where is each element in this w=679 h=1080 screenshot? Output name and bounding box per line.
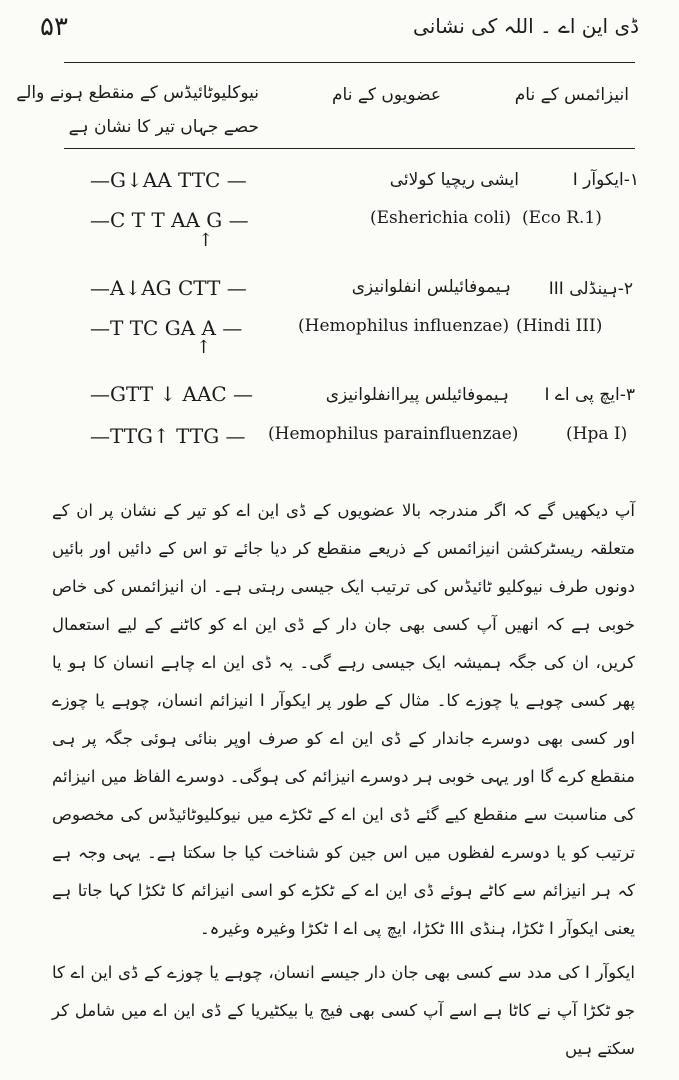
row3-seq-bottom: —TTG↑ TTG — [90, 424, 246, 448]
row2-enzyme-urdu: ۲-ہینڈلی III [548, 279, 633, 299]
row1-enzyme-latin: (Eco R.1) [522, 208, 602, 228]
column-header-organism: عضویوں کے نام [332, 85, 441, 105]
column-header-cut-site [16, 76, 259, 144]
row1-seq-top: —G↓AA TTC — [90, 168, 247, 192]
row3-organism-latin: (Hemophilus parainfluenzae) [268, 424, 519, 444]
paragraph-1: آپ دیکھیں گے کہ اگر مندرجہ بالا عضویوں کے ڈی این اے کو تیر کے نشان پر ان کے متعلقہ ریسٹرکشن انیزائمس کے ذریعے منقطع کر دیا جائے تو اس کے دائیں اور بائیں دونوں طرف نیوکلیو ٹائیڈس کی ترتیب ایک جیسی رہتی ہے۔ ان انیزائمس کی خاص خوبی ہے کہ انھیں آپ کسی بھی جان دار کے ڈی این اے کو کاٹنے کے لیے استعمال کریں، ان کی جگہ ہمیشہ ایک جیسی رہے گی۔ یہ ڈی این اے چاہے انسان کا ہو یا پھر کسی چوہے یا چوزے کا۔ مثال کے طور پر ایکوآر I انیزائم انسان، چوہے یا چوزے اور کسی بھی دوسرے جاندار کے ڈی این اے کو صرف اوپر بنائی ہوئی جگہ پر ہی منقطع کرے گا اور یہی خوبی ہر دوسرے انیزائم کی ہوگی۔ دوسرے الفاظ میں انیزائم کی مناسبت سے منقطع کیے گئے ڈی این اے کے ٹکڑے میں نیوکلیوٹائیڈس کی مخصوص ترتیب کو یا دوسرے لفظوں میں اس جین کو شناخت کیا جا سکتا ہے۔ یہی وجہ ہے کہ ہر انیزائم سے کاٹے ہوئے ڈی این اے کے ٹکڑے کو اسی انیزائم کا ٹکڑا کہا جاتا ہے یعنی ایکوآر I ٹکڑا، ہنڈی III ٹکڑا، ایچ پی اے I ٹکڑا وغیرہ وغیرہ۔ [52, 501, 635, 938]
column-header-cut-site-line1: نیوکلیوٹائیڈس کے منقطع ہونے والے [16, 83, 259, 103]
row2-organism-urdu: ہیموفائیلس انفلوانیزی [351, 277, 511, 297]
row1-organism-urdu: ایشی ریچیا کولائی [389, 170, 519, 190]
row1-seq-bottom: —C T T AA G — [90, 208, 249, 232]
row3-enzyme-urdu: ۳-ایچ پی اے I [544, 385, 635, 405]
row3-organism-urdu: ہیموفائیلس پیراانفلوانیزی [325, 385, 509, 405]
row1-up-arrow-icon: ↑ [198, 230, 214, 251]
column-header-enzyme: انیزائمس کے نام [514, 85, 629, 105]
row3-enzyme-latin: (Hpa I) [566, 424, 628, 444]
page-number: ۵۳ [40, 12, 68, 42]
row2-up-arrow-icon: ↑ [196, 337, 212, 358]
row2-seq-top: —A↓AG CTT — [90, 276, 247, 300]
row2-enzyme-latin: (Hindi III) [516, 316, 603, 336]
paragraph-2: ایکوآر I کی مدد سے کسی بھی جان دار جیسے انسان، چوہے یا چوزے کے ڈی این اے کا جو ٹکڑا آپ نے کاٹا ہے اسے آپ کسی بھی فیج یا بیکٹیریا کے ڈی این اے میں شامل کر سکتے ہیں [52, 963, 635, 1058]
row1-organism-latin: (Esherichia coli) [370, 208, 512, 228]
row2-seq-bottom: —T TC GA A — [90, 316, 243, 340]
table-header-rule [64, 148, 635, 149]
body-text [52, 492, 635, 1068]
table-top-rule [64, 62, 635, 63]
row1-enzyme-urdu: ۱-ایکوآر I [572, 170, 639, 190]
running-title: ڈی این اے ۔ اللہ کی نشانی [413, 14, 639, 38]
row3-seq-top: —GTT ↓ AAC — [90, 382, 254, 406]
page-header [40, 6, 639, 52]
row2-organism-latin: (Hemophilus influenzae) [298, 316, 510, 336]
column-header-cut-site-line2: حصے جہاں تیر کا نشان ہے [68, 117, 259, 137]
